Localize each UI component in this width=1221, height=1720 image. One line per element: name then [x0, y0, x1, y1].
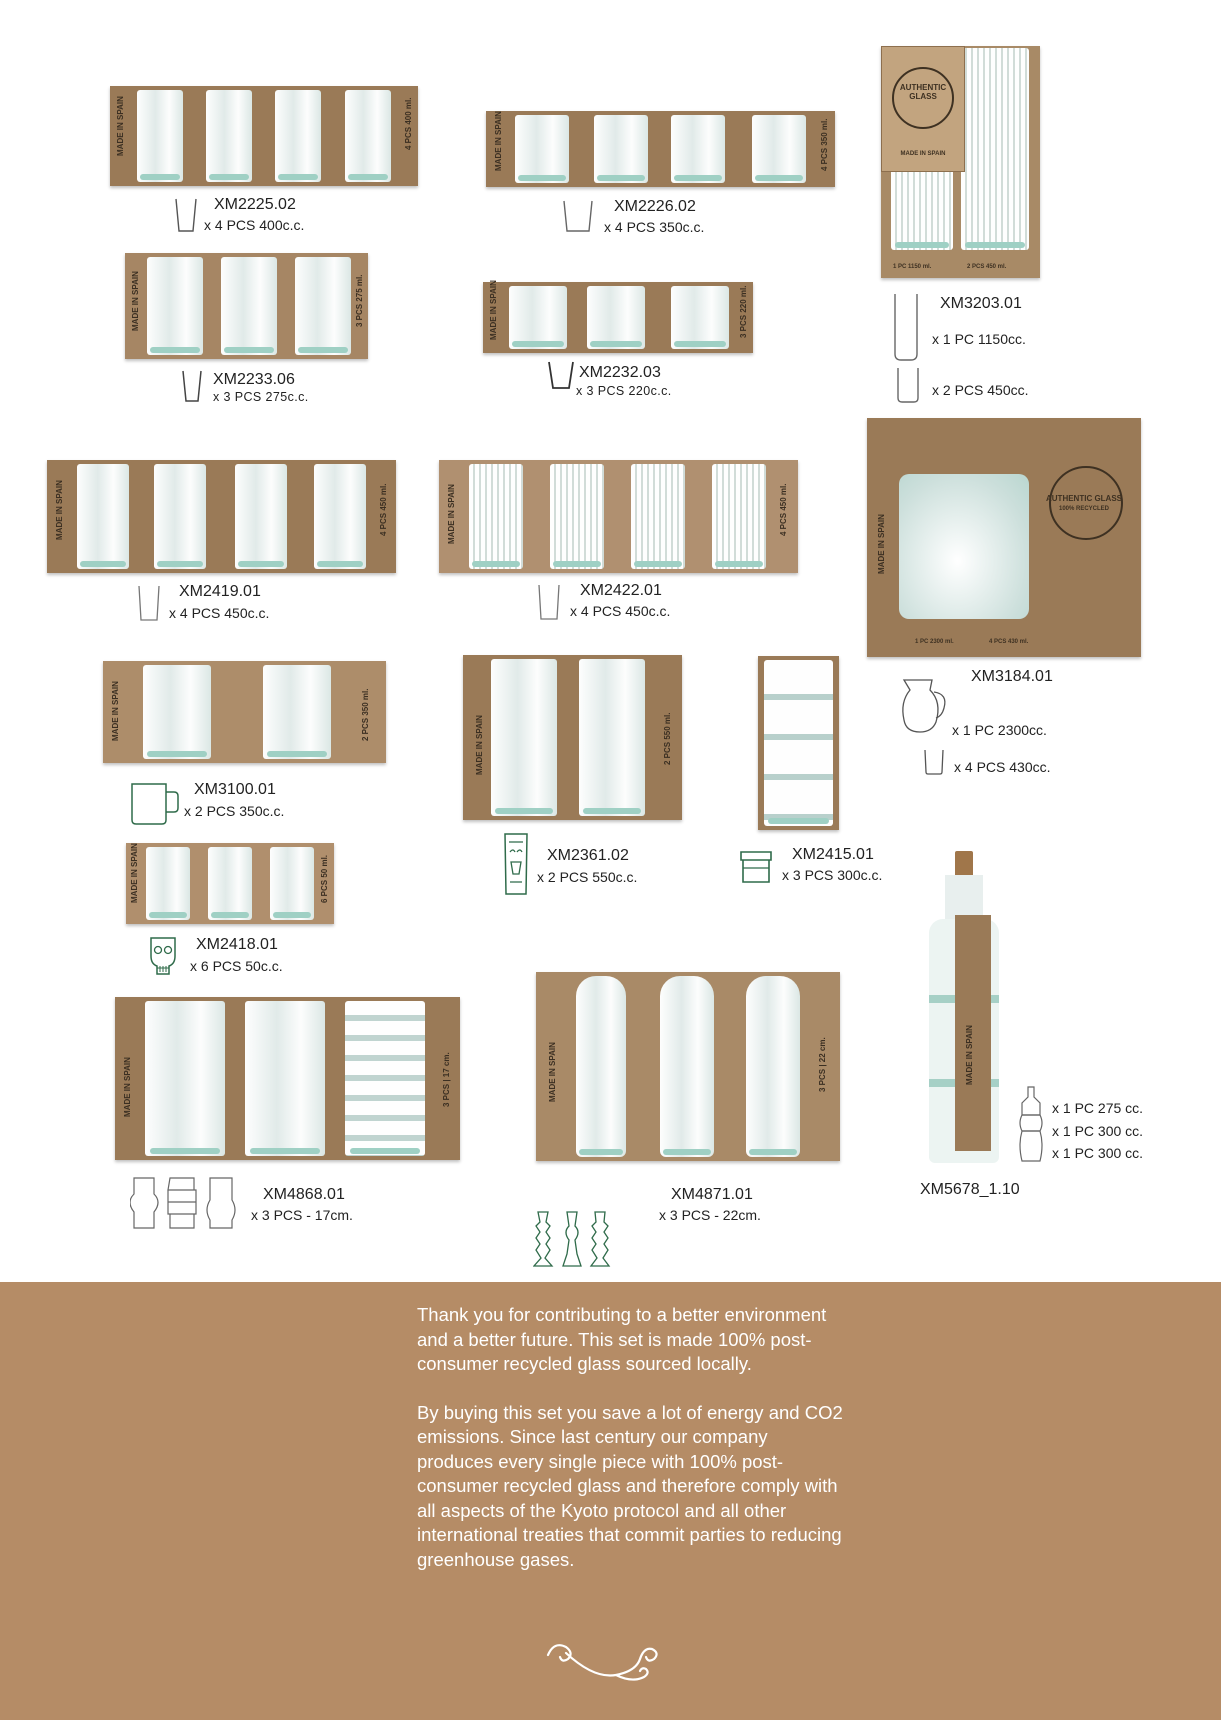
tumbler-icon [174, 197, 198, 233]
product-quantity-line: x 1 PC 2300cc. [952, 722, 1047, 738]
product-quantity: x 4 PCS 450c.c. [169, 605, 270, 621]
tumbler-icon [537, 583, 561, 621]
product-code: XM2422.01 [580, 582, 662, 599]
product-code: XM2225.02 [214, 196, 296, 213]
packaging-label: MADE IN SPAIN [130, 843, 139, 903]
tiki-glass [579, 659, 645, 816]
candlestick-icon [533, 1210, 611, 1268]
glass-tumbler [206, 90, 252, 182]
packaging-label: 4 PCS 450 ml. [779, 483, 788, 536]
product-photo-xm5678 [925, 851, 1001, 1164]
packaging-label: MADE IN SPAIN [548, 1042, 557, 1102]
tumbler-icon [137, 584, 161, 622]
packaging-label: 2 PCS 550 ml. [663, 712, 672, 765]
glass-ribbed [891, 164, 953, 250]
packaging-label: 1 PC 1150 ml. [893, 264, 932, 270]
product-photo-xm2422 [439, 460, 798, 573]
skull-glass-icon [147, 934, 179, 976]
glass-tumbler-ribbed [712, 464, 766, 569]
product-photo-xm2361 [463, 655, 682, 820]
glass-jug [899, 474, 1029, 619]
product-code: XM3100.01 [194, 781, 276, 798]
product-quantity-line: x 1 PC 1150cc. [932, 331, 1026, 347]
product-code: XM2233.06 [213, 371, 295, 388]
packaging-label: MADE IN SPAIN [111, 681, 120, 741]
product-photo-xm2225 [110, 86, 418, 186]
flourish-icon [544, 1639, 662, 1694]
badge-text: 100% RECYCLED [1058, 506, 1109, 512]
tumbler-icon [562, 199, 594, 233]
footer-text [417, 1303, 847, 1596]
glass-candlestick [660, 976, 714, 1157]
product-code: XM3203.01 [940, 295, 1022, 312]
glass-tumbler [147, 257, 203, 355]
cork-stopper [955, 851, 973, 877]
product-quantity-line: x 1 PC 300 cc. [1052, 1123, 1144, 1139]
glass-tumbler [314, 464, 366, 569]
packaging-label: 6 PCS 50 ml. [320, 854, 329, 903]
glass-candlestick [746, 976, 800, 1157]
footer-paragraph: By buying this set you save a lot of energy and CO2 emissions. Since last century our company produces every single piece with 100% post-consumer recycled glass and therefore comply with all aspects of the Kyoto protocol and all other international treaties that commit parties to reducing greenhouse gases. [417, 1401, 843, 1570]
tumbler-icon [896, 366, 920, 404]
product-code: XM2232.03 [579, 364, 661, 381]
tumbler-icon [923, 748, 945, 776]
product-quantity: x 3 PCS - 17cm. [251, 1207, 353, 1223]
packaging-label: 4 PCS 350 ml. [820, 118, 829, 171]
glass-tumbler [221, 257, 277, 355]
glass-tumbler [587, 286, 645, 349]
packaging-label: 3 PCS 220 ml. [739, 285, 748, 338]
tumbler-icon [181, 369, 203, 403]
glass-mug [143, 665, 211, 759]
glass-tumbler [275, 90, 321, 182]
packaging-label: MADE IN SPAIN [494, 111, 503, 171]
skull-glass [270, 847, 314, 920]
packaging-label: MADE IN SPAIN [489, 280, 498, 340]
tiki-glass-icon [502, 832, 530, 896]
mug-icon [130, 782, 180, 826]
product-photo-xm2415 [758, 656, 839, 830]
bottle-label-band [955, 915, 991, 1151]
glass-tumbler [509, 286, 567, 349]
product-code: XM4871.01 [671, 1186, 753, 1203]
packaging-label: 2 PCS 350 ml. [361, 688, 370, 741]
glass-tumbler-ribbed [550, 464, 604, 569]
product-photo-xm2419 [47, 460, 396, 573]
product-quantity: x 3 PCS - 22cm. [659, 1207, 761, 1223]
product-photo-xm2226 [486, 111, 835, 187]
tumbler-icon [547, 360, 575, 390]
product-quantity: x 4 PCS 400c.c. [204, 217, 305, 233]
glass-tumbler [154, 464, 206, 569]
glass-mug [263, 665, 331, 759]
footer-paragraph: Thank you for contributing to a better environment and a better future. This set is made 100% post-consumer recycled glass sourced locally. [417, 1304, 827, 1374]
product-code: XM2419.01 [179, 583, 261, 600]
glass-tumbler-ribbed [469, 464, 523, 569]
product-photo-xm3100 [103, 661, 386, 763]
packaging-label: MADE IN SPAIN [123, 1057, 132, 1117]
stacked-glasses [764, 660, 833, 826]
product-code: XM2226.02 [614, 198, 696, 215]
product-quantity-line: x 1 PC 275 cc. [1052, 1100, 1144, 1116]
product-quantity-line: x 2 PCS 450cc. [932, 382, 1029, 398]
skull-glass [208, 847, 252, 920]
packaging-label: MADE IN SPAIN [55, 480, 64, 540]
packaging-label: 3 PCS | 17 cm. [442, 1052, 451, 1107]
bottle-stack-icon [1018, 1085, 1044, 1163]
packaging-label: 4 PCS 430 ml. [989, 639, 1029, 645]
product-code: XM5678_1.10 [920, 1181, 1020, 1198]
glass-jar-ribbed [961, 48, 1029, 250]
product-code: XM2418.01 [196, 936, 278, 953]
glass-candlestick [576, 976, 626, 1157]
glass-tumbler [671, 286, 729, 349]
product-photo-xm3203 [881, 46, 1040, 278]
glass-tumbler-ribbed [631, 464, 685, 569]
product-quantity: x 3 PCS 275c.c. [213, 390, 309, 404]
packaging-label: 1 PC 2300 ml. [915, 639, 954, 645]
product-quantity-line: x 4 PCS 430cc. [954, 759, 1051, 775]
packaging-label: 3 PCS | 22 cm. [818, 1037, 827, 1092]
packaging-label: 2 PCS 450 ml. [967, 264, 1007, 270]
stack-glass-icon [739, 850, 773, 884]
badge-text: AUTHENTIC GLASS [899, 83, 947, 101]
product-quantity-line: x 1 PC 300 cc. [1052, 1145, 1144, 1161]
badge-text: AUTHENTIC GLASS [1046, 494, 1122, 503]
glass-tumbler [77, 464, 129, 569]
product-quantity: x 2 PCS 350c.c. [184, 803, 285, 819]
product-photo-xm3184 [867, 418, 1141, 657]
packaging-label: MADE IN SPAIN [877, 514, 886, 574]
glass-vase-ringed [345, 1001, 425, 1156]
vase-icon [130, 1176, 236, 1230]
packaging-label: MADE IN SPAIN [475, 715, 484, 775]
glass-tumbler [515, 115, 569, 183]
glass-tumbler [345, 90, 391, 182]
glass-tumbler [752, 115, 806, 183]
packaging-label: MADE IN SPAIN [900, 151, 946, 157]
glass-vase [145, 1001, 225, 1156]
glass-tumbler [137, 90, 183, 182]
product-photo-xm4871 [536, 972, 840, 1161]
jug-icon [896, 674, 950, 736]
product-code: XM2361.02 [547, 847, 629, 864]
packaging-label: MADE IN SPAIN [131, 271, 140, 331]
product-photo-xm2232 [483, 282, 753, 353]
product-code: XM3184.01 [971, 668, 1053, 685]
footer-panel [0, 1282, 1221, 1720]
product-quantity: x 3 PCS 300c.c. [782, 867, 883, 883]
product-code: XM2415.01 [792, 846, 874, 863]
packaging-label: 4 PCS 400 ml. [404, 97, 413, 150]
packaging-label: MADE IN SPAIN [447, 484, 456, 544]
product-quantity: x 2 PCS 550c.c. [537, 869, 638, 885]
packaging-label: MADE IN SPAIN [116, 96, 125, 156]
glass-tumbler [594, 115, 648, 183]
packaging-label: MADE IN SPAIN [965, 1025, 974, 1085]
packaging-label: 3 PCS 275 ml. [355, 274, 364, 327]
product-photo-xm2418 [126, 843, 334, 924]
authentic-glass-sleeve [881, 46, 965, 172]
product-quantity: x 6 PCS 50c.c. [190, 958, 283, 974]
glass-tumbler [235, 464, 287, 569]
product-quantity: x 4 PCS 350c.c. [604, 219, 705, 235]
glass-tumbler [671, 115, 725, 183]
product-quantity: x 4 PCS 450c.c. [570, 603, 671, 619]
glass-tumbler [295, 257, 351, 355]
skull-glass [146, 847, 190, 920]
authentic-glass-badge [1049, 466, 1123, 540]
tall-glass-icon [893, 292, 919, 362]
glass-vase [245, 1001, 325, 1156]
product-photo-xm2233 [125, 253, 368, 359]
product-code: XM4868.01 [263, 1186, 345, 1203]
product-quantity: x 3 PCS 220c.c. [576, 384, 672, 398]
product-photo-xm4868 [115, 997, 460, 1160]
packaging-label: 4 PCS 450 ml. [379, 483, 388, 536]
tiki-glass [491, 659, 557, 816]
